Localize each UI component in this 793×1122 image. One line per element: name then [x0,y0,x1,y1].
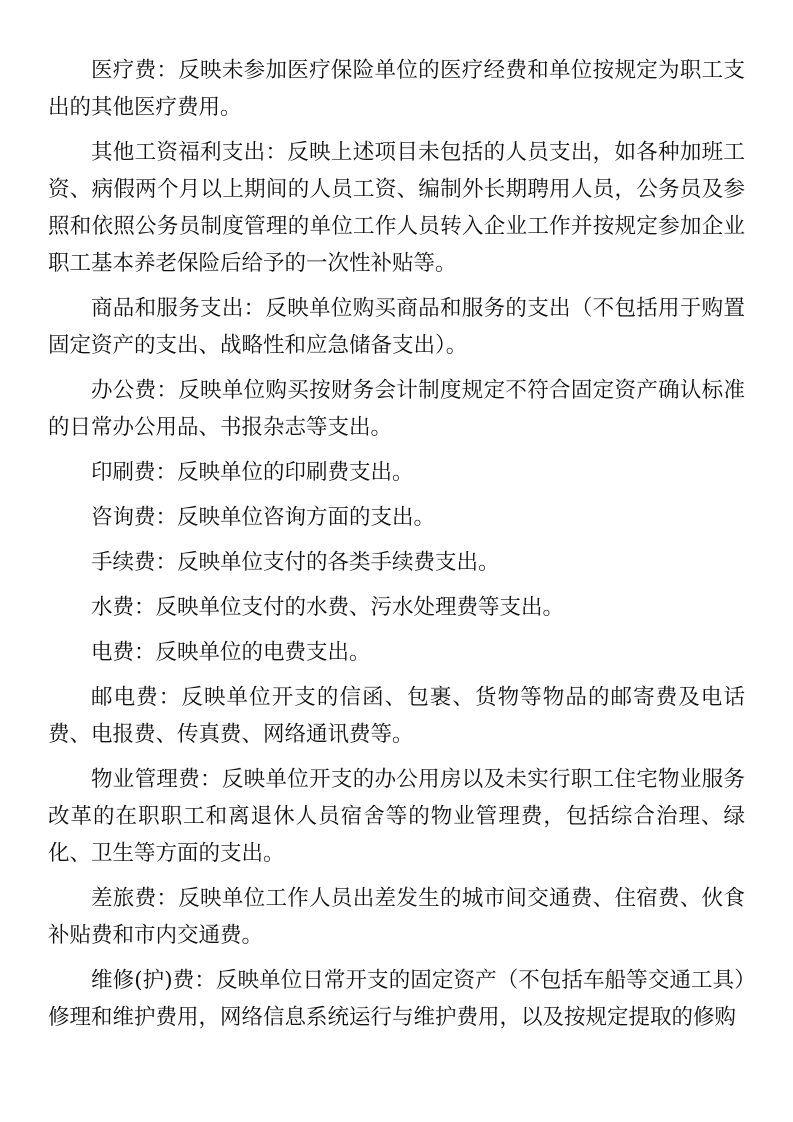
paragraph-postal-fee: 邮电费：反映单位开支的信函、包裹、货物等物品的邮寄费及电话费、电报费、传真费、网络通讯费等。 [48,685,745,747]
paragraph-office-fee: 办公费：反映单位购买按财务会计制度规定不符合固定资产确认标准的日常办公用品、书报杂志等支出。 [48,378,745,440]
paragraph-property-fee: 物业管理费：反映单位开支的办公用房以及未实行职工住宅物业服务改革的在职职工和离退休人员宿舍等的物业管理费，包括综合治理、绿化、卫生等方面的支出。 [48,767,745,866]
paragraph-electricity-fee: 电费：反映单位的电费支出。 [91,640,371,665]
paragraph-handling-fee: 手续费：反映单位支付的各类手续费支出。 [91,550,500,575]
paragraph-travel-fee: 差旅费：反映单位工作人员出差发生的城市间交通费、住宿费、伙食补贴费和市内交通费。 [48,886,745,948]
paragraph-consulting-fee: 咨询费：反映单位咨询方面的支出。 [91,505,436,530]
document-page [48,52,745,1044]
paragraph-other-welfare: 其他工资福利支出：反映上述项目未包括的人员支出，如各种加班工资、病假两个月以上期间的人员工资、编制外长期聘用人员，公务员及参照和依照公务员制度管理的单位工作人员转入企业工作并按规定参加企业职工基本养老保险后给予的一次性补贴等。 [48,140,745,276]
paragraph-medical-fee: 医疗费：反映未参加医疗保险单位的医疗经费和单位按规定为职工支出的其他医疗费用。 [48,58,745,120]
paragraph-maintenance-fee: 维修(护)费：反映单位日常开支的固定资产（不包括车船等交通工具）修理和维护费用，网络信息系统运行与维护费用，以及按规定提取的修购 [48,968,745,1030]
paragraph-water-fee: 水费：反映单位支付的水费、污水处理费等支出。 [91,595,565,620]
paragraph-printing-fee: 印刷费：反映单位的印刷费支出。 [91,460,414,485]
paragraph-goods-services: 商品和服务支出：反映单位购买商品和服务的支出（不包括用于购置固定资产的支出、战略性和应急储备支出）。 [48,296,745,358]
